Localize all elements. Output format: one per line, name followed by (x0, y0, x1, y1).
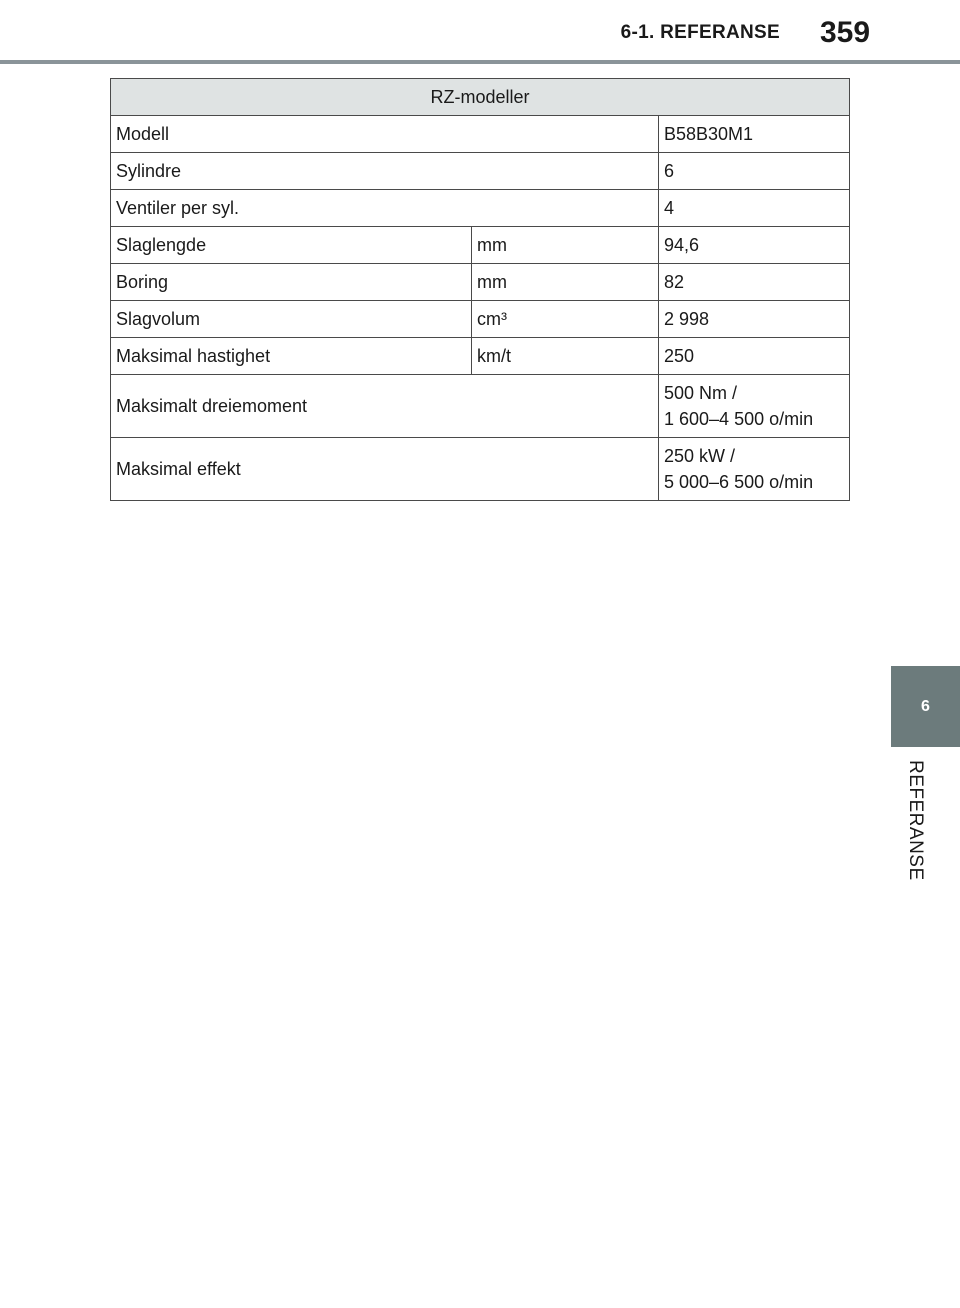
section-title: 6-1. REFERANSE (620, 22, 780, 43)
row-label: Ventiler per syl. (111, 190, 659, 227)
row-unit: mm (472, 264, 659, 301)
table-row (111, 227, 850, 264)
row-label: Slagvolum (111, 301, 472, 338)
row-value: B58B30M1 (659, 116, 850, 153)
page-number: 359 (819, 16, 871, 49)
table-header-row (111, 79, 850, 116)
row-unit: mm (472, 227, 659, 264)
row-label: Maksimalt dreiemoment (111, 375, 659, 438)
row-label: Sylindre (111, 153, 659, 190)
chapter-tab[interactable] (891, 666, 960, 747)
row-value-line: 250 kW / (664, 446, 736, 466)
table-row (111, 375, 850, 438)
row-value: 4 (659, 190, 850, 227)
row-label: Maksimal hastighet (111, 338, 472, 375)
row-value-line: 1 600–4 500 o/min (664, 409, 814, 429)
row-label: Modell (111, 116, 659, 153)
row-label: Maksimal effekt (111, 438, 659, 501)
table-row (111, 264, 850, 301)
table-row (111, 153, 850, 190)
row-value (659, 438, 850, 501)
row-value (659, 375, 850, 438)
row-value: 2 998 (659, 301, 850, 338)
row-label: Slaglengde (111, 227, 472, 264)
row-unit: km/t (472, 338, 659, 375)
table-row (111, 301, 850, 338)
table-row (111, 338, 850, 375)
chapter-number: 6 (921, 697, 930, 715)
row-value-line: 5 000–6 500 o/min (664, 472, 814, 492)
table-row (111, 438, 850, 501)
row-unit: cm³ (472, 301, 659, 338)
row-label: Boring (111, 264, 472, 301)
table-title: RZ-modeller (111, 79, 850, 116)
chapter-label: REFERANSE (905, 760, 926, 881)
row-value: 82 (659, 264, 850, 301)
row-value: 6 (659, 153, 850, 190)
engine-spec-table (110, 78, 850, 501)
header-divider (0, 60, 960, 64)
row-value: 94,6 (659, 227, 850, 264)
table-row (111, 190, 850, 227)
row-value-line: 500 Nm / (664, 383, 738, 403)
table-row (111, 116, 850, 153)
row-value: 250 (659, 338, 850, 375)
